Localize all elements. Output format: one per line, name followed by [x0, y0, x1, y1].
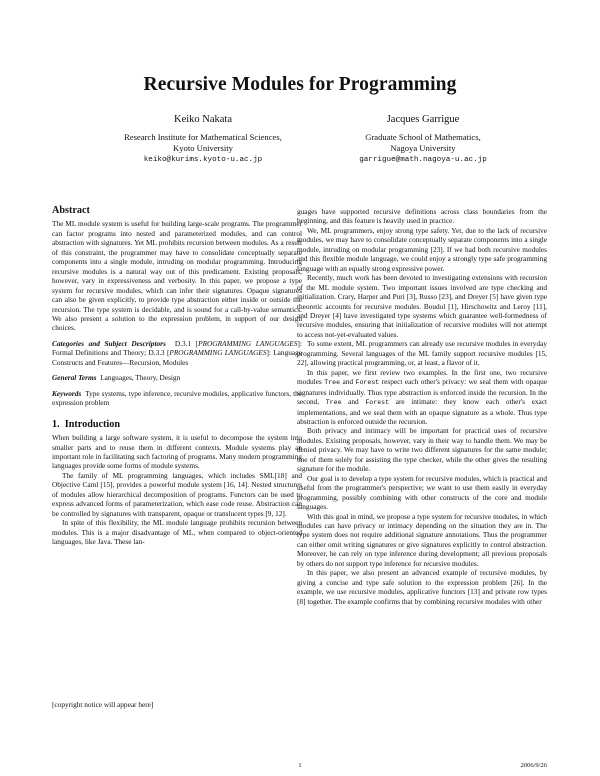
general-terms-paragraph: [52, 373, 302, 382]
categories-text: ]: Formal Definitions and Theory; D.3.3 [: [52, 338, 302, 358]
body-text: and: [341, 397, 366, 407]
author-block-2: [298, 114, 548, 166]
body-paragraph: We, ML programmers, enjoy strong type safety. Yet, due to the lack of recursive modules, we may have to consolidate conceptually separate components into a single module, intruding on modular programming [23]. If we had both recursive modules and this flexible module language, we could enjoy a strongly type safe programming language with an equally strong expressive power.: [297, 225, 547, 273]
introduction-heading: 1. Introduction: [52, 418, 121, 430]
body-paragraph: [297, 368, 547, 427]
categories-name: PROGRAMMING LANGUAGES: [198, 338, 298, 348]
author-name: Keiko Nakata: [173, 114, 233, 125]
body-paragraph: Both privacy and intimacy will be important for practical uses of recursive modules. Existing proposals, however, vary in their way to handle them. We may be denied privacy. We may have to write two different signatures for the same module; one of them solely for assisting the type checker, while the other gives the resulting signature for the module.: [297, 426, 547, 474]
keywords-label: Keywords: [52, 388, 82, 398]
abstract-heading: Abstract: [52, 205, 90, 216]
body-paragraph: In this paper, we also present an advanced example of recursive modules, by giving a concise and type safe solution to the expression problem [26]. In the example, we use recursive modules, applicative functors [13] and private row types [8] together. The example confirms that by combining recursive modules with other: [297, 568, 547, 606]
general-terms-text: Languages, Theory, Design: [100, 373, 181, 383]
categories-name: PROGRAMMING LANGUAGES: [169, 348, 267, 358]
author-affiliation: Kyoto University: [173, 143, 233, 153]
code-identifier: Tree: [325, 399, 342, 407]
intro-paragraph: The family of ML programming languages, which includes SML[18] and Objective Caml [15], provides a powerful module system [16, 14]. Nested structures of modules allow hierarchical decomposition of programs. Functors can be used to express advanced forms of parameterization, which ease code reuse. Abstraction can be controlled by signatures with transparent, opaque or translucent types [9, 12].: [52, 470, 302, 518]
page-number: 1: [298, 762, 302, 769]
author-email: keiko@kurims.kyoto-u.ac.jp: [143, 155, 263, 164]
body-text: and: [340, 377, 356, 387]
body-paragraph: With this goal in mind, we propose a type system for recursive modules, in which modules can have privacy or intimacy depending on the situation they are in. The type system does not require additional signature annotations. Thus the programmer can either omit writing signatures or give signatures explicitly to control abstraction. Moreover, he can rely on type inference during development; all previous proposals by others do not support type inference for recursive modules.: [297, 511, 547, 568]
categories-text: ]: Language Constructs and Features—Recursion, Modules: [52, 348, 302, 367]
body-text: are intimate: they know each other's exact implementations, and we seal them with an opaque signature as a whole. Thus type abstraction is enforced outside the recursion.: [297, 397, 548, 426]
code-identifier: Tree: [324, 379, 341, 387]
body-text: respect each other's privacy: we seal them with opaque signatures individually. Thus type abstraction is enforced inside the recursion. In the second,: [297, 377, 547, 407]
body-paragraph: To some extent, ML programmers can already use recursive modules in everyday programming. Several languages of the ML family support recursive modules [15, 22], allowing practical programming, or, at least, a flavor of it.: [297, 339, 547, 368]
page-date: 2006/9/26: [520, 762, 547, 769]
body-paragraph: Our goal is to develop a type system for recursive modules, which is practical and useful from the programmer's perspective; we want to use them easily in everyday programming, possibly combining with other constructs of the core and module languages.: [297, 473, 547, 512]
code-identifier: Forest: [355, 379, 380, 387]
author-affiliation: Graduate School of Mathematics,: [365, 131, 481, 142]
body-paragraph: Recently, much work has been devoted to investigating extensions with recursion of the ML module system. Two important issues involved are type checking and initialization. Crary, Harper and Puri [3], Russo [23], and Dreyer [5] have given type theoretic accounts for recursive modules. Boudol [1], Hirschowitz and Leroy [11], and Dreyer [4] have investigated type systems which guarantee well-formedness of recursive modules, ensuring that initialization of recursive modules will not attempt to access not-yet-evaluated values.: [297, 273, 547, 339]
left-column: [52, 206, 302, 547]
categories-code: D.3.1 [: [174, 338, 199, 348]
body-text: In this paper, we first review two examples. In the first one, two recursive modules: [297, 367, 547, 387]
intro-paragraph: When building a large software system, it is useful to decompose the system into smaller parts and to reuse them in different contexts. Module systems play an important role in facilitating such factoring of programs. Many modern programming languages provide some forms of module systems.: [52, 433, 302, 471]
keywords-paragraph: [52, 389, 302, 408]
intro-paragraph: In spite of this flexibility, the ML module language prohibits recursion between modules. This is a major disadvantage of ML, when compared to object-oriented languages, like Java. These lan-: [52, 518, 302, 547]
author-name: Jacques Garrigue: [386, 114, 460, 125]
categories-paragraph: [52, 339, 302, 367]
right-column: [297, 207, 547, 606]
paper-title: Recursive Modules for Programming: [143, 74, 457, 95]
code-identifier: Forest: [365, 399, 390, 407]
abstract-text: The ML module system is useful for building large-scale programs. The programmer can factor programs into nested and parameterized modules, and can control abstraction with signatures. Yet ML prohibits recursion between modules. As a result of this constraint, the programmer may have to consolidate conceptually separate components into a single module, intruding on modular programming. Introducing recursive modules is a natural way out of this predicament. Existing proposals, however, vary in expressiveness and verbosity. In this paper, we propose a type system for recursive modules, which can infer their signatures. Opaque signatures can also be given explicitly, to provide type abstraction either inside or outside the recursion. The type system is decidable, and is sound for a call-by-value semantics. We also present a solution to the expression problem, in support of our design choices.: [52, 219, 302, 333]
body-paragraph: guages have supported recursive definitions across class boundaries from the beginning, and this feature is heavily used in practice.: [297, 207, 547, 226]
general-terms-label: General Terms: [52, 373, 97, 383]
author-affiliation: Nagoya University: [390, 143, 456, 153]
author-affiliation: Research Institute for Mathematical Sciences,: [124, 131, 282, 142]
keywords-text: Type systems, type inference, recursive modules, applicative functors, the expression problem: [52, 388, 302, 408]
categories-label: Categories and Subject Descriptors: [52, 338, 166, 348]
copyright-notice: [copyright notice will appear here]: [52, 700, 154, 709]
author-block-1: [78, 114, 328, 166]
author-email: garrigue@math.nagoya-u.ac.jp: [359, 155, 487, 164]
